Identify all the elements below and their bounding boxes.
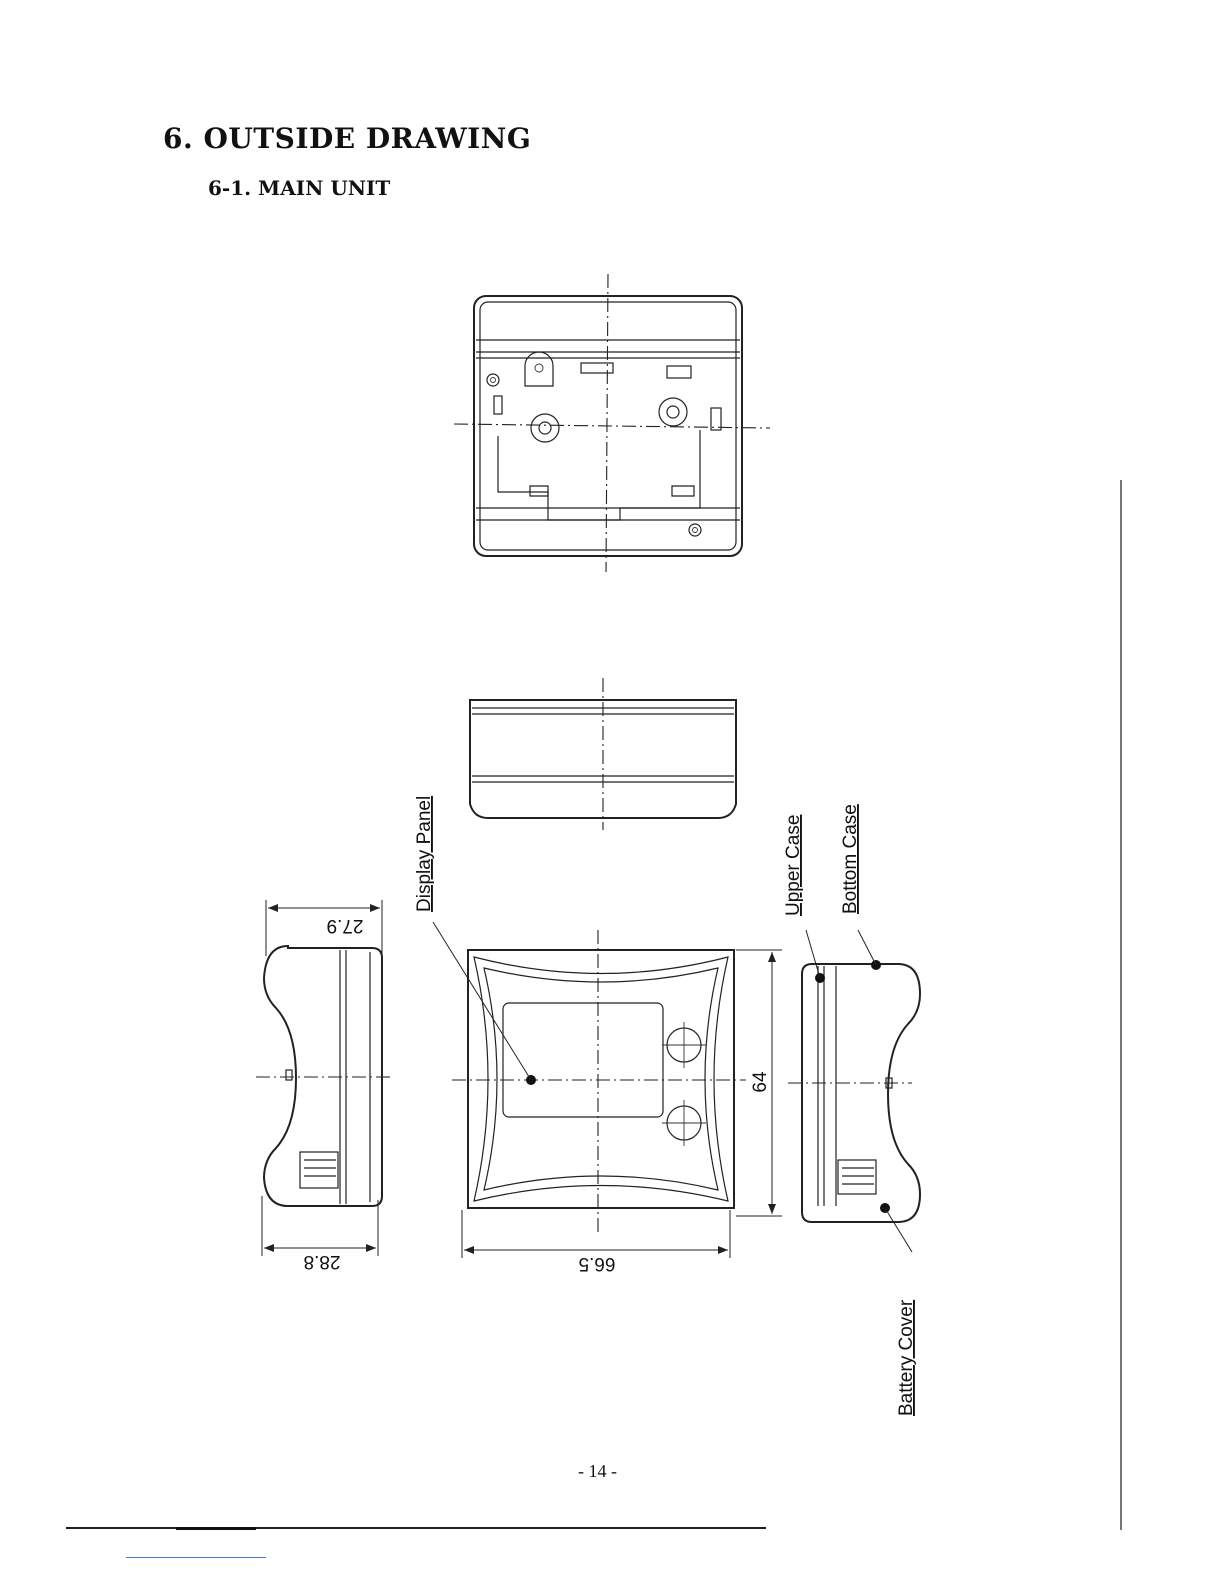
front-view bbox=[452, 930, 746, 1232]
label-display-panel: Display Panel bbox=[414, 795, 435, 912]
dim-depth-top: 27.9 bbox=[326, 915, 364, 936]
label-bottom-case: Bottom Case bbox=[840, 804, 861, 914]
left-side-view bbox=[256, 946, 392, 1206]
bottom-rule bbox=[66, 1527, 766, 1529]
right-edge-rule bbox=[1120, 480, 1122, 1530]
section-title: 6. OUTSIDE DRAWING bbox=[163, 122, 532, 155]
right-side-view bbox=[788, 960, 920, 1222]
leader-lines bbox=[433, 922, 912, 1252]
label-battery-cover: Battery Cover bbox=[896, 1299, 917, 1416]
back-view bbox=[454, 274, 770, 572]
label-upper-case: Upper Case bbox=[783, 814, 804, 916]
subsection-title: 6-1. MAIN UNIT bbox=[208, 176, 391, 200]
page-number: - 14 - bbox=[578, 1461, 617, 1481]
dim-depth-bottom: 28.8 bbox=[303, 1251, 341, 1272]
dim-height: 64 bbox=[750, 1071, 771, 1093]
blue-underline bbox=[126, 1557, 266, 1558]
top-edge-view bbox=[470, 678, 736, 830]
dim-width: 66.5 bbox=[578, 1253, 616, 1274]
bottom-rule-accent bbox=[176, 1527, 256, 1530]
